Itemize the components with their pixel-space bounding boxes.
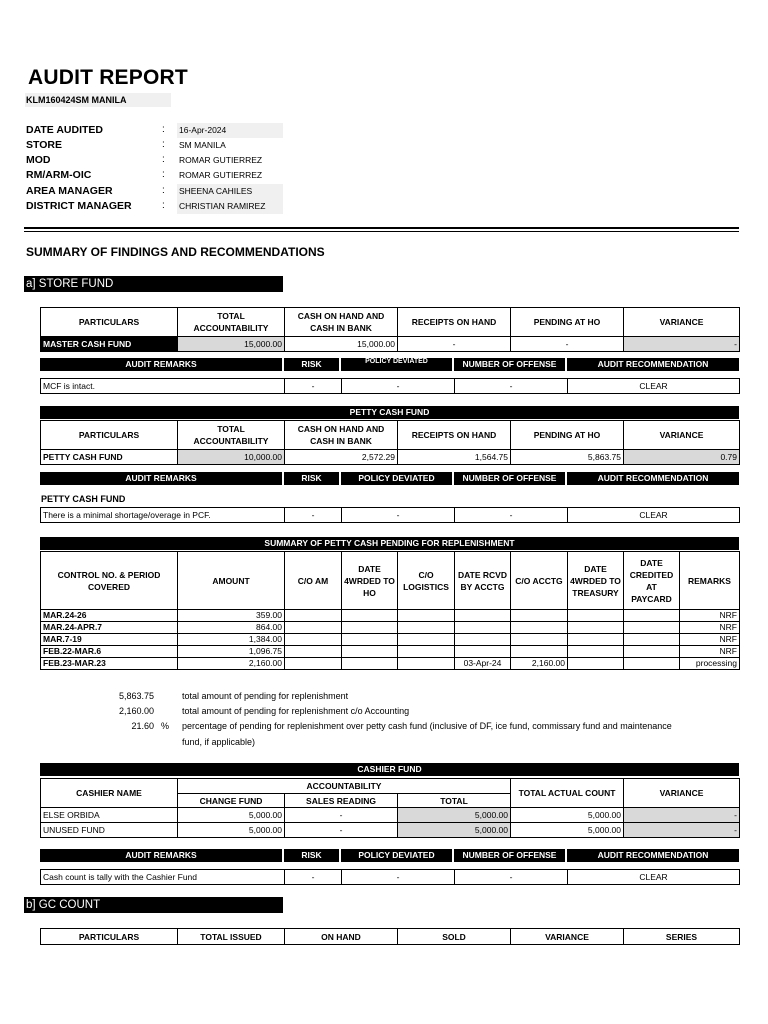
recommendation-value: CLEAR [568, 508, 740, 523]
control-no-cell: FEB.23-MAR.23 [41, 658, 178, 670]
rm-label: RM/ARM-OIC [26, 169, 92, 181]
header-total: TOTAL [398, 794, 511, 808]
table-cell [455, 634, 511, 646]
header-number-of-offense: NUMBER OF OFFENSE [454, 849, 567, 862]
table-cell: 864.00 [178, 622, 285, 634]
header-series: SERIES [624, 929, 740, 945]
table-cell [624, 634, 680, 646]
table-cell [568, 622, 624, 634]
risk-value: - [285, 379, 342, 394]
cashier-remarks-header [40, 849, 739, 862]
table-cell: 5,000.00 [511, 823, 624, 838]
header-variance: VARIANCE [511, 929, 624, 945]
table-cell: - [624, 823, 740, 838]
table-cell: 10,000.00 [178, 450, 285, 465]
colon: : [162, 185, 165, 196]
header-number-of-offense: NUMBER OF OFFENSE [454, 358, 567, 371]
table-cell: 2,160.00 [178, 658, 285, 670]
colon: : [162, 169, 165, 180]
table-cell [624, 658, 680, 670]
table-cell: 5,000.00 [178, 808, 285, 823]
offense-value: - [455, 508, 568, 523]
header-audit-recommendation: AUDIT RECOMMENDATION [567, 472, 739, 485]
table-cell [511, 610, 568, 622]
colon: : [162, 124, 165, 135]
table-cell: 359.00 [178, 610, 285, 622]
table-cell: 03-Apr-24 [455, 658, 511, 670]
policy-value: - [342, 379, 455, 394]
area-manager-value: SHEENA CAHILES [177, 184, 283, 199]
offense-value: - [455, 870, 568, 885]
note-value: 5,863.75 [118, 691, 154, 701]
table-cell: NRF [680, 634, 740, 646]
header-policy-deviated: POLICY DEVIATED [341, 849, 454, 862]
table-cell: processing [680, 658, 740, 670]
header-variance: VARIANCE [624, 779, 740, 808]
district-manager-label: DISTRICT MANAGER [26, 200, 132, 212]
petty-cash-title: PETTY CASH FUND [40, 406, 739, 419]
table-cell: 0.79 [624, 450, 740, 465]
header-total-issued: TOTAL ISSUED [178, 929, 285, 945]
header-audit-recommendation: AUDIT RECOMMENDATION [567, 358, 739, 371]
table-cell: 5,863.75 [511, 450, 624, 465]
risk-value: - [285, 508, 342, 523]
audit-remark: MCF is intact. [41, 379, 285, 394]
header-date-credited: DATE CREDITED AT PAYCARD [624, 552, 680, 610]
petty-cash-remarks-header [40, 472, 739, 485]
header-date-4wrded-treasury: DATE 4WRDED TO TREASURY [568, 552, 624, 610]
table-cell: - [624, 337, 740, 352]
note-text: total amount of pending for replenishment c/o Accounting [182, 706, 410, 716]
header-pending: PENDING AT HO [511, 421, 624, 450]
divider [24, 227, 739, 229]
cashier-remarks-table [40, 869, 740, 885]
header-risk: RISK [284, 849, 341, 862]
table-cell: NRF [680, 610, 740, 622]
header-policy-deviated: POLICY DEVIATED [341, 472, 454, 485]
table-row [41, 622, 740, 634]
district-manager-value: CHRISTIAN RAMIREZ [177, 199, 283, 214]
header-sales-reading: SALES READING [285, 794, 398, 808]
table-cell [398, 610, 455, 622]
colon: : [162, 154, 165, 165]
control-no-cell: MAR.7-19 [41, 634, 178, 646]
table-cell [342, 658, 398, 670]
petty-cash-table [40, 420, 740, 465]
table-cell [568, 610, 624, 622]
header-total-accountability: TOTAL ACCOUNTABILITY [178, 421, 285, 450]
cashier-table [40, 778, 740, 838]
store-fund-section-bar: a] STORE FUND [24, 276, 283, 292]
colon: : [162, 139, 165, 150]
header-co-am: C/O AM [285, 552, 342, 610]
header-co-acctg: C/O ACCTG [511, 552, 568, 610]
header-sold: SOLD [398, 929, 511, 945]
control-no-cell: FEB.22-MAR.6 [41, 646, 178, 658]
table-cell [568, 658, 624, 670]
table-cell: 2,572.29 [285, 450, 398, 465]
pending-table [40, 551, 740, 670]
date-audited-label: DATE AUDITED [26, 124, 103, 136]
table-cell [285, 610, 342, 622]
audit-remark: There is a minimal shortage/overage in PCF. [41, 508, 285, 523]
table-cell [624, 646, 680, 658]
store-fund-table [40, 307, 740, 352]
header-cash-on-hand: CASH ON HAND AND CASH IN BANK [285, 421, 398, 450]
table-cell: 1,384.00 [178, 634, 285, 646]
gc-count-table [40, 928, 740, 945]
table-cell [342, 610, 398, 622]
control-no-cell: MAR.24-APR.7 [41, 622, 178, 634]
risk-value: - [285, 870, 342, 885]
table-cell: 1,096.75 [178, 646, 285, 658]
table-cell: - [398, 337, 511, 352]
header-policy-deviated: POLICY DEVIATED [341, 358, 454, 371]
header-change-fund: CHANGE FUND [178, 794, 285, 808]
table-cell: 15,000.00 [178, 337, 285, 352]
table-cell: 5,000.00 [398, 823, 511, 838]
table-cell [511, 646, 568, 658]
pending-title: SUMMARY OF PETTY CASH PENDING FOR REPLENISHMENT [40, 537, 739, 550]
table-cell: - [624, 808, 740, 823]
table-cell: 2,160.00 [511, 658, 568, 670]
table-cell [285, 622, 342, 634]
table-row [41, 610, 740, 622]
header-co-logistics: C/O LOGISTICS [398, 552, 455, 610]
cashier-name: ELSE ORBIDA [41, 808, 178, 823]
date-audited-value: 16-Apr-2024 [177, 123, 283, 138]
table-cell: 5,000.00 [511, 808, 624, 823]
header-date-4wrded-ho: DATE 4WRDED TO HO [342, 552, 398, 610]
table-cell [398, 622, 455, 634]
header-on-hand: ON HAND [285, 929, 398, 945]
header-audit-remarks: AUDIT REMARKS [40, 358, 284, 371]
table-cell [568, 646, 624, 658]
table-cell [342, 646, 398, 658]
gc-count-section-bar: b] GC COUNT [24, 897, 283, 913]
table-cell [624, 610, 680, 622]
note-text: total amount of pending for replenishment [182, 691, 349, 701]
table-cell [398, 658, 455, 670]
table-row-label: MASTER CASH FUND [41, 337, 178, 352]
table-cell: 5,000.00 [178, 823, 285, 838]
header-particulars: PARTICULARS [41, 308, 178, 337]
header-variance: VARIANCE [624, 421, 740, 450]
table-cell [398, 646, 455, 658]
header-cashier-name: CASHIER NAME [41, 779, 178, 808]
table-cell: 5,000.00 [398, 808, 511, 823]
header-audit-remarks: AUDIT REMARKS [40, 849, 284, 862]
table-cell [285, 634, 342, 646]
header-audit-recommendation: AUDIT RECOMMENDATION [567, 849, 739, 862]
note-text: percentage of pending for replenishment over petty cash fund (inclusive of DF, ice fund, commissary fund and maintenance fund, if applicable) [182, 721, 672, 747]
header-cash-on-hand: CASH ON HAND AND CASH IN BANK [285, 308, 398, 337]
recommendation-value: CLEAR [568, 379, 740, 394]
policy-value: - [342, 870, 455, 885]
header-receipts: RECEIPTS ON HAND [398, 308, 511, 337]
table-cell [455, 646, 511, 658]
audit-remark: Cash count is tally with the Cashier Fund [41, 870, 285, 885]
control-no-cell: MAR.24-26 [41, 610, 178, 622]
table-cell [455, 622, 511, 634]
header-risk: RISK [284, 472, 341, 485]
store-fund-remarks-header [40, 358, 739, 371]
divider [24, 231, 739, 232]
header-pending: PENDING AT HO [511, 308, 624, 337]
table-cell: 15,000.00 [285, 337, 398, 352]
table-cell [511, 634, 568, 646]
report-code: KLM160424SM MANILA [25, 93, 171, 107]
header-number-of-offense: NUMBER OF OFFENSE [454, 472, 567, 485]
table-cell: 1,564.75 [398, 450, 511, 465]
table-cell [398, 634, 455, 646]
header-variance: VARIANCE [624, 308, 740, 337]
table-cell: NRF [680, 646, 740, 658]
note-value: 2,160.00 [118, 706, 154, 716]
table-row [41, 658, 740, 670]
note-unit: % [161, 721, 170, 731]
table-cell [568, 634, 624, 646]
rm-value: ROMAR GUTIERREZ [179, 170, 263, 180]
store-value: SM MANILA [179, 140, 226, 150]
report-title: AUDIT REPORT [28, 66, 188, 89]
header-date-rcvd: DATE RCVD BY ACCTG [455, 552, 511, 610]
mod-value: ROMAR GUTIERREZ [179, 155, 263, 165]
table-cell [624, 622, 680, 634]
table-cell [455, 610, 511, 622]
header-receipts: RECEIPTS ON HAND [398, 421, 511, 450]
header-particulars: PARTICULARS [41, 421, 178, 450]
offense-value: - [455, 379, 568, 394]
header-audit-remarks: AUDIT REMARKS [40, 472, 284, 485]
cashier-name: UNUSED FUND [41, 823, 178, 838]
header-total-accountability: TOTAL ACCOUNTABILITY [178, 308, 285, 337]
header-control-no: CONTROL NO. & PERIOD COVERED [41, 552, 178, 610]
cashier-title: CASHIER FUND [40, 763, 739, 776]
mod-label: MOD [26, 154, 51, 166]
header-risk: RISK [284, 358, 341, 371]
store-label: STORE [26, 139, 62, 151]
table-cell [342, 622, 398, 634]
summary-title: SUMMARY OF FINDINGS AND RECOMMENDATIONS [26, 245, 325, 259]
note-value: 21.60 [131, 721, 154, 731]
recommendation-value: CLEAR [568, 870, 740, 885]
table-row-label: PETTY CASH FUND [41, 450, 178, 465]
colon: : [162, 200, 165, 211]
table-cell: - [511, 337, 624, 352]
store-fund-remarks-table [40, 378, 740, 394]
table-cell [285, 646, 342, 658]
table-cell: - [285, 823, 398, 838]
petty-cash-remarks-label: PETTY CASH FUND [41, 494, 126, 504]
header-particulars: PARTICULARS [41, 929, 178, 945]
header-remarks: REMARKS [680, 552, 740, 610]
header-amount: AMOUNT [178, 552, 285, 610]
table-cell [285, 658, 342, 670]
table-cell [511, 622, 568, 634]
table-cell [342, 634, 398, 646]
table-cell: - [285, 808, 398, 823]
petty-cash-remarks-table [40, 507, 740, 523]
policy-value: - [342, 508, 455, 523]
area-manager-label: AREA MANAGER [26, 185, 113, 197]
table-row [41, 646, 740, 658]
header-accountability: ACCOUNTABILITY [178, 779, 511, 794]
header-total-actual-count: TOTAL ACTUAL COUNT [511, 779, 624, 808]
table-row [41, 634, 740, 646]
table-cell: NRF [680, 622, 740, 634]
